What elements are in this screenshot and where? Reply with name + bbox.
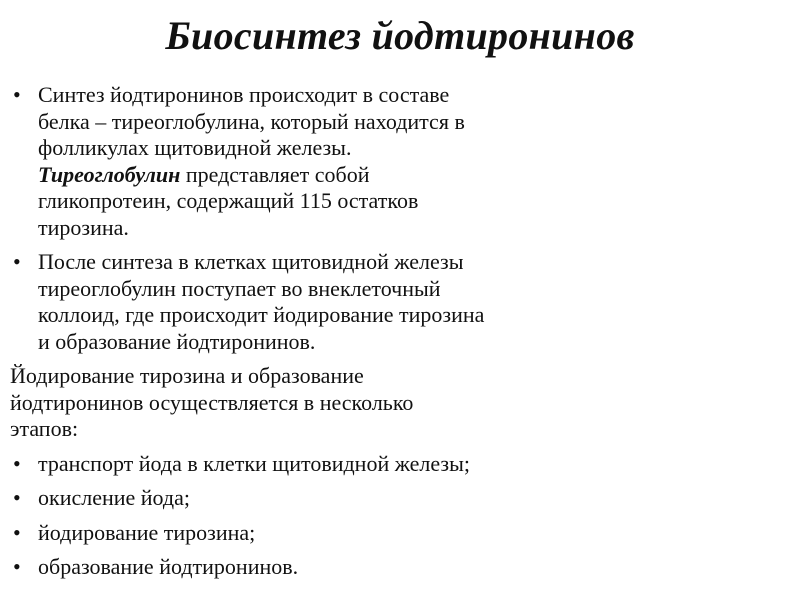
step-text: транспорт йода в клетки щитовидной железы; [38, 450, 470, 476]
text-line: коллоид, где происходит йодирование тирозина [38, 302, 485, 327]
text-line: белка – тиреоглобулина, который находится в [38, 108, 465, 134]
text-line: тирозина. [38, 214, 129, 240]
bullet-dot: • [13, 450, 21, 476]
bullet-paragraph-colloid [10, 249, 780, 355]
bullet-dot: • [13, 485, 21, 510]
list-item-step-1 [10, 451, 780, 478]
step-text: йодирование тирозина; [38, 519, 256, 545]
step-text: окисление йода; [38, 485, 190, 510]
text-line: гликопротеин, содержащий 115 остатков [38, 188, 419, 213]
bullet-dot: • [13, 82, 21, 107]
text-fragment: представляет собой [180, 161, 370, 187]
slide-body [10, 82, 780, 589]
list-item-step-3 [10, 520, 780, 547]
list-item-step-2 [10, 485, 780, 512]
text-line: Синтез йодтиронинов происходит в составе [38, 82, 450, 107]
bullet-dot: • [13, 519, 21, 545]
slide-title: Биосинтез йодтиронинов [165, 13, 635, 58]
text-line: тиреоглобулин поступает во внеклеточный [38, 275, 441, 301]
text-line: После синтеза в клетках щитовидной железы [38, 249, 464, 274]
bullet-paragraph-thyroglobulin [10, 82, 780, 241]
list-item-step-4 [10, 554, 780, 581]
text-line: Йодирование тирозина и образование [10, 363, 364, 388]
bullet-dot: • [13, 249, 21, 274]
text-line: и образование йодтиронинов. [38, 328, 316, 354]
text-line: этапов: [10, 416, 79, 441]
step-text: образование йодтиронинов. [38, 554, 299, 579]
emphasis-term: Тиреоглобулин [38, 161, 181, 187]
text-line [38, 162, 780, 189]
bullet-dot: • [13, 554, 21, 579]
text-line: фолликулах щитовидной железы. [38, 135, 352, 160]
text-line: йодтиронинов осуществляется в несколько [10, 389, 414, 415]
plain-paragraph-stages [10, 363, 780, 443]
